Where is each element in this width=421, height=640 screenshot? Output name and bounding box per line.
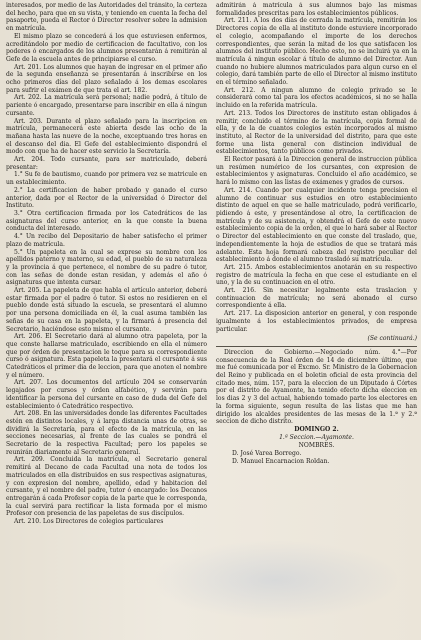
paragraph: Art. 210. Los Directores de colegios particulares (14, 518, 164, 526)
paragraph: Art. 202. La matrícula será personal; nadie podrá, á título de pariente ó encargado, presentarse para inscribir en ella á ningun cursante. (6, 94, 207, 117)
paragraph: Art. 203. Durante el plazo señalado para la inscripcion en matrícula, permanecerá este abierta desde las ocho de la mañana hasta las nueve de la noche, exceptuando tres horas en el descanso del dia. El Gefe del establecimiento dispondrá el modo con que ha de hacer este servicio la Secretaría. (6, 117, 207, 156)
paragraph: admitirán á matrícula á sus alumnos bajo las mismas formalidades prescritas para los establecimientos públicos. (216, 2, 417, 17)
paragraph: Art. 212. A ningun alumno de colegio privado se le considerará como tal para los efectos académicos, si no se halla incluido en la referida matrícula. (216, 86, 417, 110)
paragraph: Art. 213. Todos los Directores de instituto estan obligados á remitir, concluido el término de la matrícula, copia formal de ella, y de la de cuantos colegios estén incorporados al mismo instituto, al Rector de la universidad del distrito, para que este forme una lista general con distincion individual de establecimientos, tanto públicos como privados. (216, 109, 417, 156)
continued-label: (Se continuará.) (367, 335, 417, 343)
paragraph: Art. 207. Los documentos del artículo 204 se conservarán legajados por cursos y órden alfabético, y servirán para identificar la persona del cursante en caso de duda del Gefe del establecimiento ó Catedrático respectivo. (6, 379, 207, 410)
department-notice: Direccion de Gobierno.—Negociado núm. 4.°—Por consecuencia de la Real órden de 14 de diciembre último, que me fué comunicada por el Excmo. Sr. Ministro de la Gobernacion del Reino y publicada en el boletin oficial de esta provincia del citado mes, núm. 157, para la eleccion de un Diputado á Córtes por el distrito de Ayamonte, ha tenido efecto dicha eleccion en los dias 2 y 3 del actual, habiendo tomado parte los electores en la forma siguiente, segun resulta de las listas que me han dirigido los alcaldes presidentes de las mesas de la 1.ª y 2.ª seccion de dicho distrito. (216, 348, 417, 426)
list-item: D. José Varea Borrego. (232, 450, 302, 458)
paragraph: 5.° Un papeleta en la cual se exprese su nombre con los apellidos paterno y materno, su edad, el pueblo de su naturaleza y la provincia á que pertenece, el nombre de su padre ó tutor, con las señas de donde estan residan, y además el año ó asignaturas que intenta cursar. (6, 248, 207, 287)
paragraph: interesados, por medio de las Autoridades del tránsito, la certeza del hecho, para que en su vista, y teniendo en cuenta la fecha del pasaporte, pueda el Rector ó Director resolver sobre la admision en matrícula. (6, 2, 207, 33)
paragraph: Art. 211. A los dos dias de cerrada la matrícula, remitirán los Directores copia de ella al instituto donde estuviere incorporado el colegio, acompañando el importe de los derechos correspondientes, que serán la mitad de los que satisfacen los alumnos del instituto público. Hecho esto, no se incluirá ya en la matrícula á ningun escolar á título de alumno del Director. Aun cuando no hubiere alumnos matriculados para algun curso en el colegio, dará también parte de ello el Director al mismo instituto en el término señalado. (216, 17, 417, 87)
right-column (216, 2, 417, 640)
paragraph: 2.° La certificacion de haber probado y ganado el curso anterior, dada por el Rector de la universidad ó Director del Instituto. (6, 186, 207, 210)
paragraph: 3.° Otra certificacion firmada por los Catedráticos de las asignaturas del curso anterior, en la que conste la buena conducta del interesado. (6, 209, 207, 233)
paragraph: Art. 216. Sin necesitar legalmente esta traslacion y continuacion de matrícula; no será abonado el curso correspondiente á ella. (216, 287, 417, 310)
section-label: 1.ª Seccion.—Ayamonte. (279, 433, 354, 441)
paragraph: Art. 201. Los alumnos que hayan de ingresar en el primer año de la segunda enseñanza se presentarán á inscribirse en los ocho primeros días del plazo señalado á los demas escolares para sufrir el exámen de que trata el art. 182. (6, 63, 207, 94)
paragraph: Art. 215. Ambos establecimientos anotarán en su respectivo registro de matrícula la fecha en que cese el estudiante en el uno, y la de su continuacion en el otro. (216, 263, 417, 287)
paragraph: El Rector pasará á la Direccion general de instruccion pública un resúmen numérico de los cursantes, con expresion de establecimientos y asignaturas. Concluido el año académico, se hará lo mismo con las listas de exámenes y grados de cursos. (216, 156, 417, 187)
section-divider (216, 346, 417, 347)
names-heading: NOMBRES. (298, 442, 335, 450)
paragraph: Art. 214. Cuando por cualquier incidente tenga precision el alumno de continuar sus estudios en otro establecimiento distinto de aquel en que se halle matriculado, podrá verificarlo, pidiendo á este, y presentándose al otro, la certificacion de matrícula y de su asistencia, y obtendrá el Gefe de este nuevo establecimiento copia de la orden, el que lo hará saber al Rector o Director del establecimiento en que conste del traslado, que, independientemente la hoja de estudios de que se tratará más adelante. Esta hoja formará cabeza del registro peculiar del establecimiento á donde el alumno trasladó su matrícula. (216, 186, 417, 264)
paragraph: 1.° Su fe de bautismo, cuando por primera vez se matricule en un establecimiento. (6, 171, 207, 187)
list-item: D. Manuel Encarnacion Roldan. (232, 457, 330, 465)
paragraph: El mismo plazo se concederá á los que estuviesen enfermos, acreditándolo por medio de certificacion de facultativo, con los poderes ó encargados de los alumnos presentarán á remitirán al Gefe de la escuela antes de principiarse el curso. (6, 32, 207, 63)
paragraph: Art. 208. En las universidades donde las diferentes Facultades estén en distintos locales, y á larga distancia unas de otras, se dividirá la Secretaría, para el efecto de la matrícula, en las secciones necesarias, al frente de las cuales se pondrá el Secretario de la respectiva Facultad; pero los papeles se reunirán diariamente al Secretario general. (6, 410, 207, 456)
paragraph: 4.° Un recibo del Depositario de haber satisfecho el primer plazo de matrícula. (6, 233, 207, 248)
paragraph: Art. 206. El Secretario dará al alumno otra papeleta, por la que conste hallarse matriculado, escribiendo en ella el número que por órden de presentacion le toque para su correspondiente curso ó asignatura. Esta papeleta la presentará el cursante á sus Catedráticos el primer dia de leccion, para que anoten el nombre y el número. (6, 333, 207, 379)
paragraph: Art. 205. La papeleta de que habla el artículo anterior, deberá estar firmada por el padre ó tutor. Si estos no residieren en el pueblo donde está situado la escuela, se presentará el alumno por una persona domiciliada en él, la cual asuma también las señas de su casa en la papeleta, y la firmará á presencia del Secretario, haciéndose esto mismo el cursante. (6, 287, 207, 333)
paragraph: Art. 217. La disposicion anterior en general, y con responde igualmente á los establecimientos privados, de empresa particular. (216, 310, 417, 333)
paragraph: Art. 209. Concluida la matrícula, el Secretario general remitirá al Decano de cada Facultad una nota de todos los matriculados en ella distribuidos en sus respectivas asignaturas, y con expresion del nombre, apellido, edad y habitacion del cursante, y el nombre del padre, tutor ó encargado: los Decanos entregarán á cada Profesor copia de la parte que le corresponda, la cual servirá para rectificar la lista formada por el mismo Profesor con presencia de las papeletas de sus discípulos. (6, 456, 207, 518)
names-list (216, 450, 417, 465)
domingo-heading: DOMINGO 2. (294, 425, 339, 433)
left-column (6, 2, 207, 640)
paragraph: Art. 204. Todo cursante, para ser matriculado, deberá presentar: (6, 156, 207, 171)
